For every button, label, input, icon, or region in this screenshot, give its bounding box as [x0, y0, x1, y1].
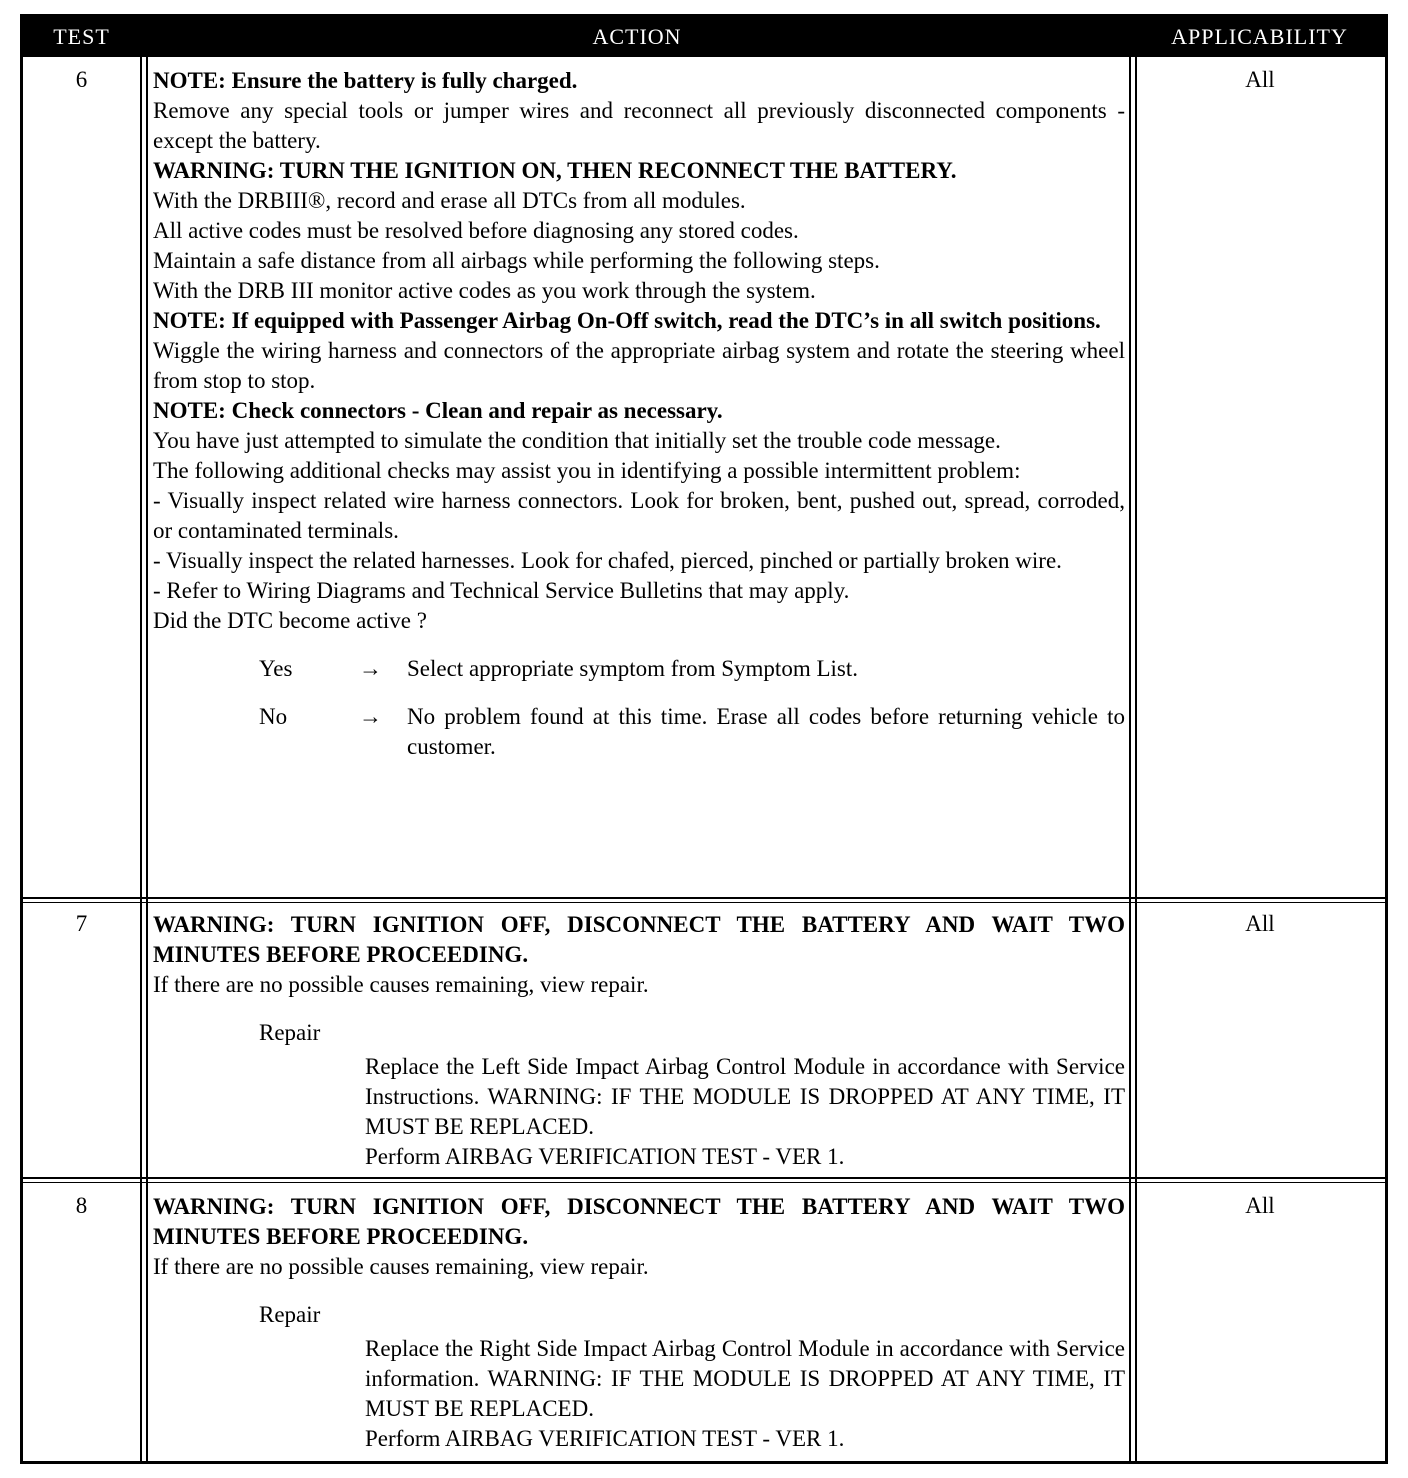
action-line: If there are no possible causes remaining, view repair. [153, 1254, 649, 1279]
table-header [23, 17, 1385, 57]
applicability-value: All [1245, 67, 1275, 92]
action-line: You have just attempted to simulate the condition that initially set the trouble code message. [153, 428, 1001, 453]
repair-label: Repair [259, 1020, 321, 1045]
repair-label: Repair [259, 1302, 321, 1327]
row-divider [23, 902, 1385, 903]
action-line: All active codes must be resolved before diagnosing any stored codes. [153, 218, 799, 243]
header-test: TEST [53, 24, 110, 49]
column-divider [140, 57, 142, 1461]
test-number: 6 [75, 67, 88, 92]
branch-yes [153, 654, 1125, 684]
branch-no [153, 702, 1125, 762]
branch-option: Yes [259, 656, 293, 681]
repair-instruction: Replace the Left Side Impact Airbag Control Module in accordance with Service Instructions. WARNING: IF THE MODULE IS DROPPED AT ANY TIME, IT MUST BE REPLACED. [365, 1054, 1125, 1139]
test-number: 8 [75, 1193, 88, 1218]
action-line: If there are no possible causes remaining, view repair. [153, 972, 649, 997]
applicability-value: All [1245, 911, 1275, 936]
action-line: WARNING: TURN THE IGNITION ON, THEN RECONNECT THE BATTERY. [153, 158, 957, 183]
row-divider [23, 897, 1385, 899]
diagnostic-table [20, 14, 1388, 1464]
warning-text: WARNING: TURN IGNITION OFF, DISCONNECT THE BATTERY AND WAIT TWO MINUTES BEFORE PROCEEDING. [153, 912, 1125, 967]
action-cell [153, 1192, 1125, 1454]
repair-verify: Perform AIRBAG VERIFICATION TEST - VER 1. [365, 1426, 845, 1451]
action-cell [153, 910, 1125, 1172]
action-line: - Visually inspect related wire harness connectors. Look for broken, bent, pushed out, spread, corroded, or contaminated terminals. [153, 488, 1125, 543]
arrow-right-icon: → [359, 656, 382, 681]
column-divider [146, 57, 148, 1461]
repair-text [153, 1052, 1125, 1172]
branch-option: No [259, 704, 288, 729]
branch-result: No problem found at this time. Erase all codes before returning vehicle to customer. [407, 704, 1125, 759]
repair-verify: Perform AIRBAG VERIFICATION TEST - VER 1. [365, 1144, 845, 1169]
action-line: With the DRB III monitor active codes as you work through the system. [153, 278, 816, 303]
warning-text: WARNING: TURN IGNITION OFF, DISCONNECT THE BATTERY AND WAIT TWO MINUTES BEFORE PROCEEDING. [153, 1194, 1125, 1249]
column-divider [1135, 57, 1137, 1461]
action-line: The following additional checks may assist you in identifying a possible intermittent problem: [153, 458, 1021, 483]
repair-instruction: Replace the Right Side Impact Airbag Control Module in accordance with Service information. WARNING: IF THE MODULE IS DROPPED AT ANY TIME, IT MUST BE REPLACED. [365, 1336, 1125, 1421]
action-line: Remove any special tools or jumper wires and reconnect all previously disconnected components - except the battery. [153, 98, 1125, 153]
row-divider [23, 1177, 1385, 1179]
action-line: - Refer to Wiring Diagrams and Technical Service Bulletins that may apply. [153, 578, 850, 603]
header-action: ACTION [592, 24, 682, 49]
action-line: Did the DTC become active ? [153, 608, 427, 633]
repair-text [153, 1334, 1125, 1454]
test-number: 7 [75, 911, 88, 936]
action-line: Maintain a safe distance from all airbags while performing the following steps. [153, 248, 880, 273]
arrow-right-icon: → [359, 704, 382, 729]
action-cell [153, 66, 1125, 762]
action-line: Wiggle the wiring harness and connectors of the appropriate airbag system and rotate the steering wheel from stop to stop. [153, 338, 1125, 393]
action-line: NOTE: Ensure the battery is fully charged. [153, 68, 578, 93]
applicability-value: All [1245, 1193, 1275, 1218]
action-line: - Visually inspect the related harnesses. Look for chafed, pierced, pinched or partially broken wire. [153, 548, 1062, 573]
row-divider [23, 1182, 1385, 1183]
branch-result: Select appropriate symptom from Symptom List. [407, 656, 858, 681]
action-line: NOTE: If equipped with Passenger Airbag On-Off switch, read the DTC’s in all switch positions. [153, 308, 1101, 333]
action-line: NOTE: Check connectors - Clean and repair as necessary. [153, 398, 723, 423]
header-applicability: APPLICABILITY [1171, 24, 1348, 49]
action-line: With the DRBIII®, record and erase all DTCs from all modules. [153, 188, 746, 213]
column-divider [1129, 57, 1131, 1461]
